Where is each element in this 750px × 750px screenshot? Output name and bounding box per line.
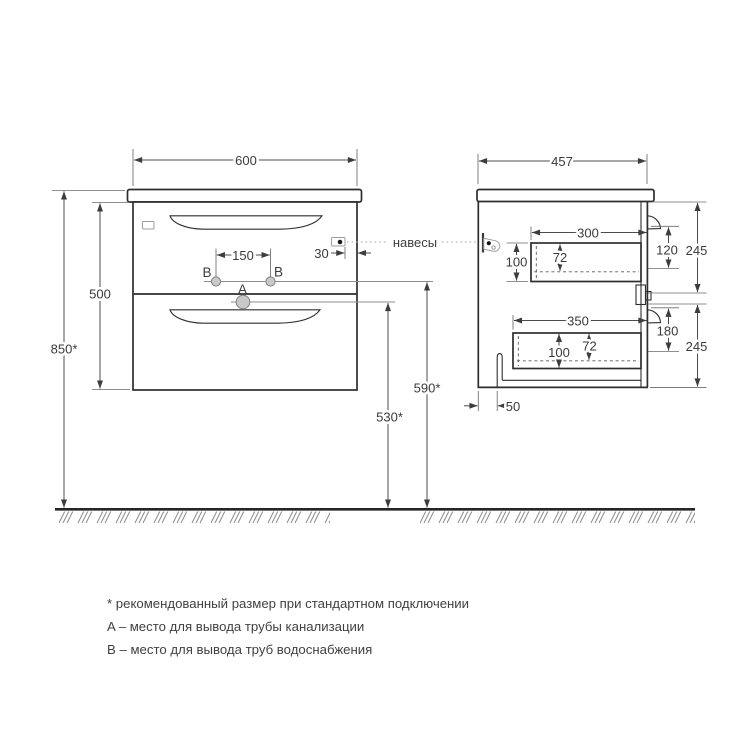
label-b-right: B <box>273 264 284 280</box>
floor-hatch-left <box>58 512 330 526</box>
dim-water-outlet-height-590 <box>414 282 441 507</box>
side-bottom-drawer-box <box>513 333 641 369</box>
label-a: A <box>237 282 248 297</box>
hangers-callout-text: навесы <box>392 235 438 250</box>
dim-side-depth-text: 457 <box>551 154 573 169</box>
dim-bottom-front-height-245 <box>648 304 707 387</box>
dim-top-front-height-text: 245 <box>685 243 708 258</box>
dim-water-outlet-height-text: 590* <box>413 380 441 396</box>
floor <box>55 509 695 525</box>
dim-top-drawer-height-text: 100 <box>505 254 528 270</box>
dim-top-front-offset-120 <box>648 226 679 268</box>
dim-bottom-front-offset-180 <box>648 308 679 352</box>
dim-hole-spacing-text: 150 <box>232 248 254 263</box>
dim-front-width-text: 600 <box>235 153 257 168</box>
dim-top-drawer-height-100 <box>506 243 528 282</box>
side-bottom-handle-profile <box>648 310 661 323</box>
water-outlet-hole-left <box>211 277 220 286</box>
dim-front-width-600 <box>133 149 357 186</box>
dim-bottom-front-height-text: 245 <box>685 339 708 354</box>
dim-back-clearance-50 <box>464 391 520 414</box>
dim-top-drawer-inner-text: 72 <box>552 250 568 265</box>
side-top-drawer-box <box>531 243 641 282</box>
front-right-hanger-dot <box>338 240 343 245</box>
side-hanger-dot <box>487 241 491 245</box>
dim-back-clearance-text: 50 <box>505 399 521 414</box>
note-water-outlet: B – место для вывода труб водоснабжения <box>107 642 373 657</box>
dim-bracket-offset-text: 30 <box>314 246 329 261</box>
front-countertop <box>128 190 362 203</box>
side-countertop <box>477 190 654 202</box>
drain-outlet-hole <box>236 295 250 309</box>
dim-drain-outlet-height-530 <box>376 303 403 508</box>
notes <box>107 596 469 657</box>
side-hanger-bracket <box>484 238 500 251</box>
front-left-hanger-bracket <box>143 222 155 230</box>
hangers-callout <box>347 235 476 250</box>
dim-top-drawer-depth-text: 300 <box>577 225 599 241</box>
dim-bottom-drawer-inner-text: 72 <box>582 338 597 354</box>
dim-bottom-drawer-depth-text: 350 <box>567 313 589 329</box>
dim-side-depth-457 <box>478 154 647 184</box>
dim-front-height-500 <box>89 203 130 390</box>
side-top-handle-profile <box>648 216 661 229</box>
dim-drain-outlet-height-text: 530* <box>376 409 403 425</box>
front-view <box>128 190 434 391</box>
dim-mount-height-text: 850* <box>50 341 78 357</box>
side-back-pipe-notch <box>497 354 502 387</box>
note-recommended-size: * рекомендованный размер при стандартном подключении <box>107 596 470 611</box>
dim-top-front-offset-text: 120 <box>656 242 678 258</box>
floor-hatch-right <box>420 512 695 526</box>
dim-mount-height-850 <box>51 191 125 508</box>
dim-bottom-drawer-depth-350 <box>513 314 647 330</box>
label-b-left: B <box>202 265 212 280</box>
dim-bottom-front-offset-text: 180 <box>656 323 679 339</box>
side-hanger-hole <box>492 246 495 249</box>
note-drain-outlet: A – место для вывода трубы канализации <box>107 619 365 634</box>
dim-bottom-drawer-height-text: 100 <box>548 345 570 360</box>
dim-front-height-text: 500 <box>89 286 111 302</box>
dim-top-drawer-depth-300 <box>531 226 647 241</box>
